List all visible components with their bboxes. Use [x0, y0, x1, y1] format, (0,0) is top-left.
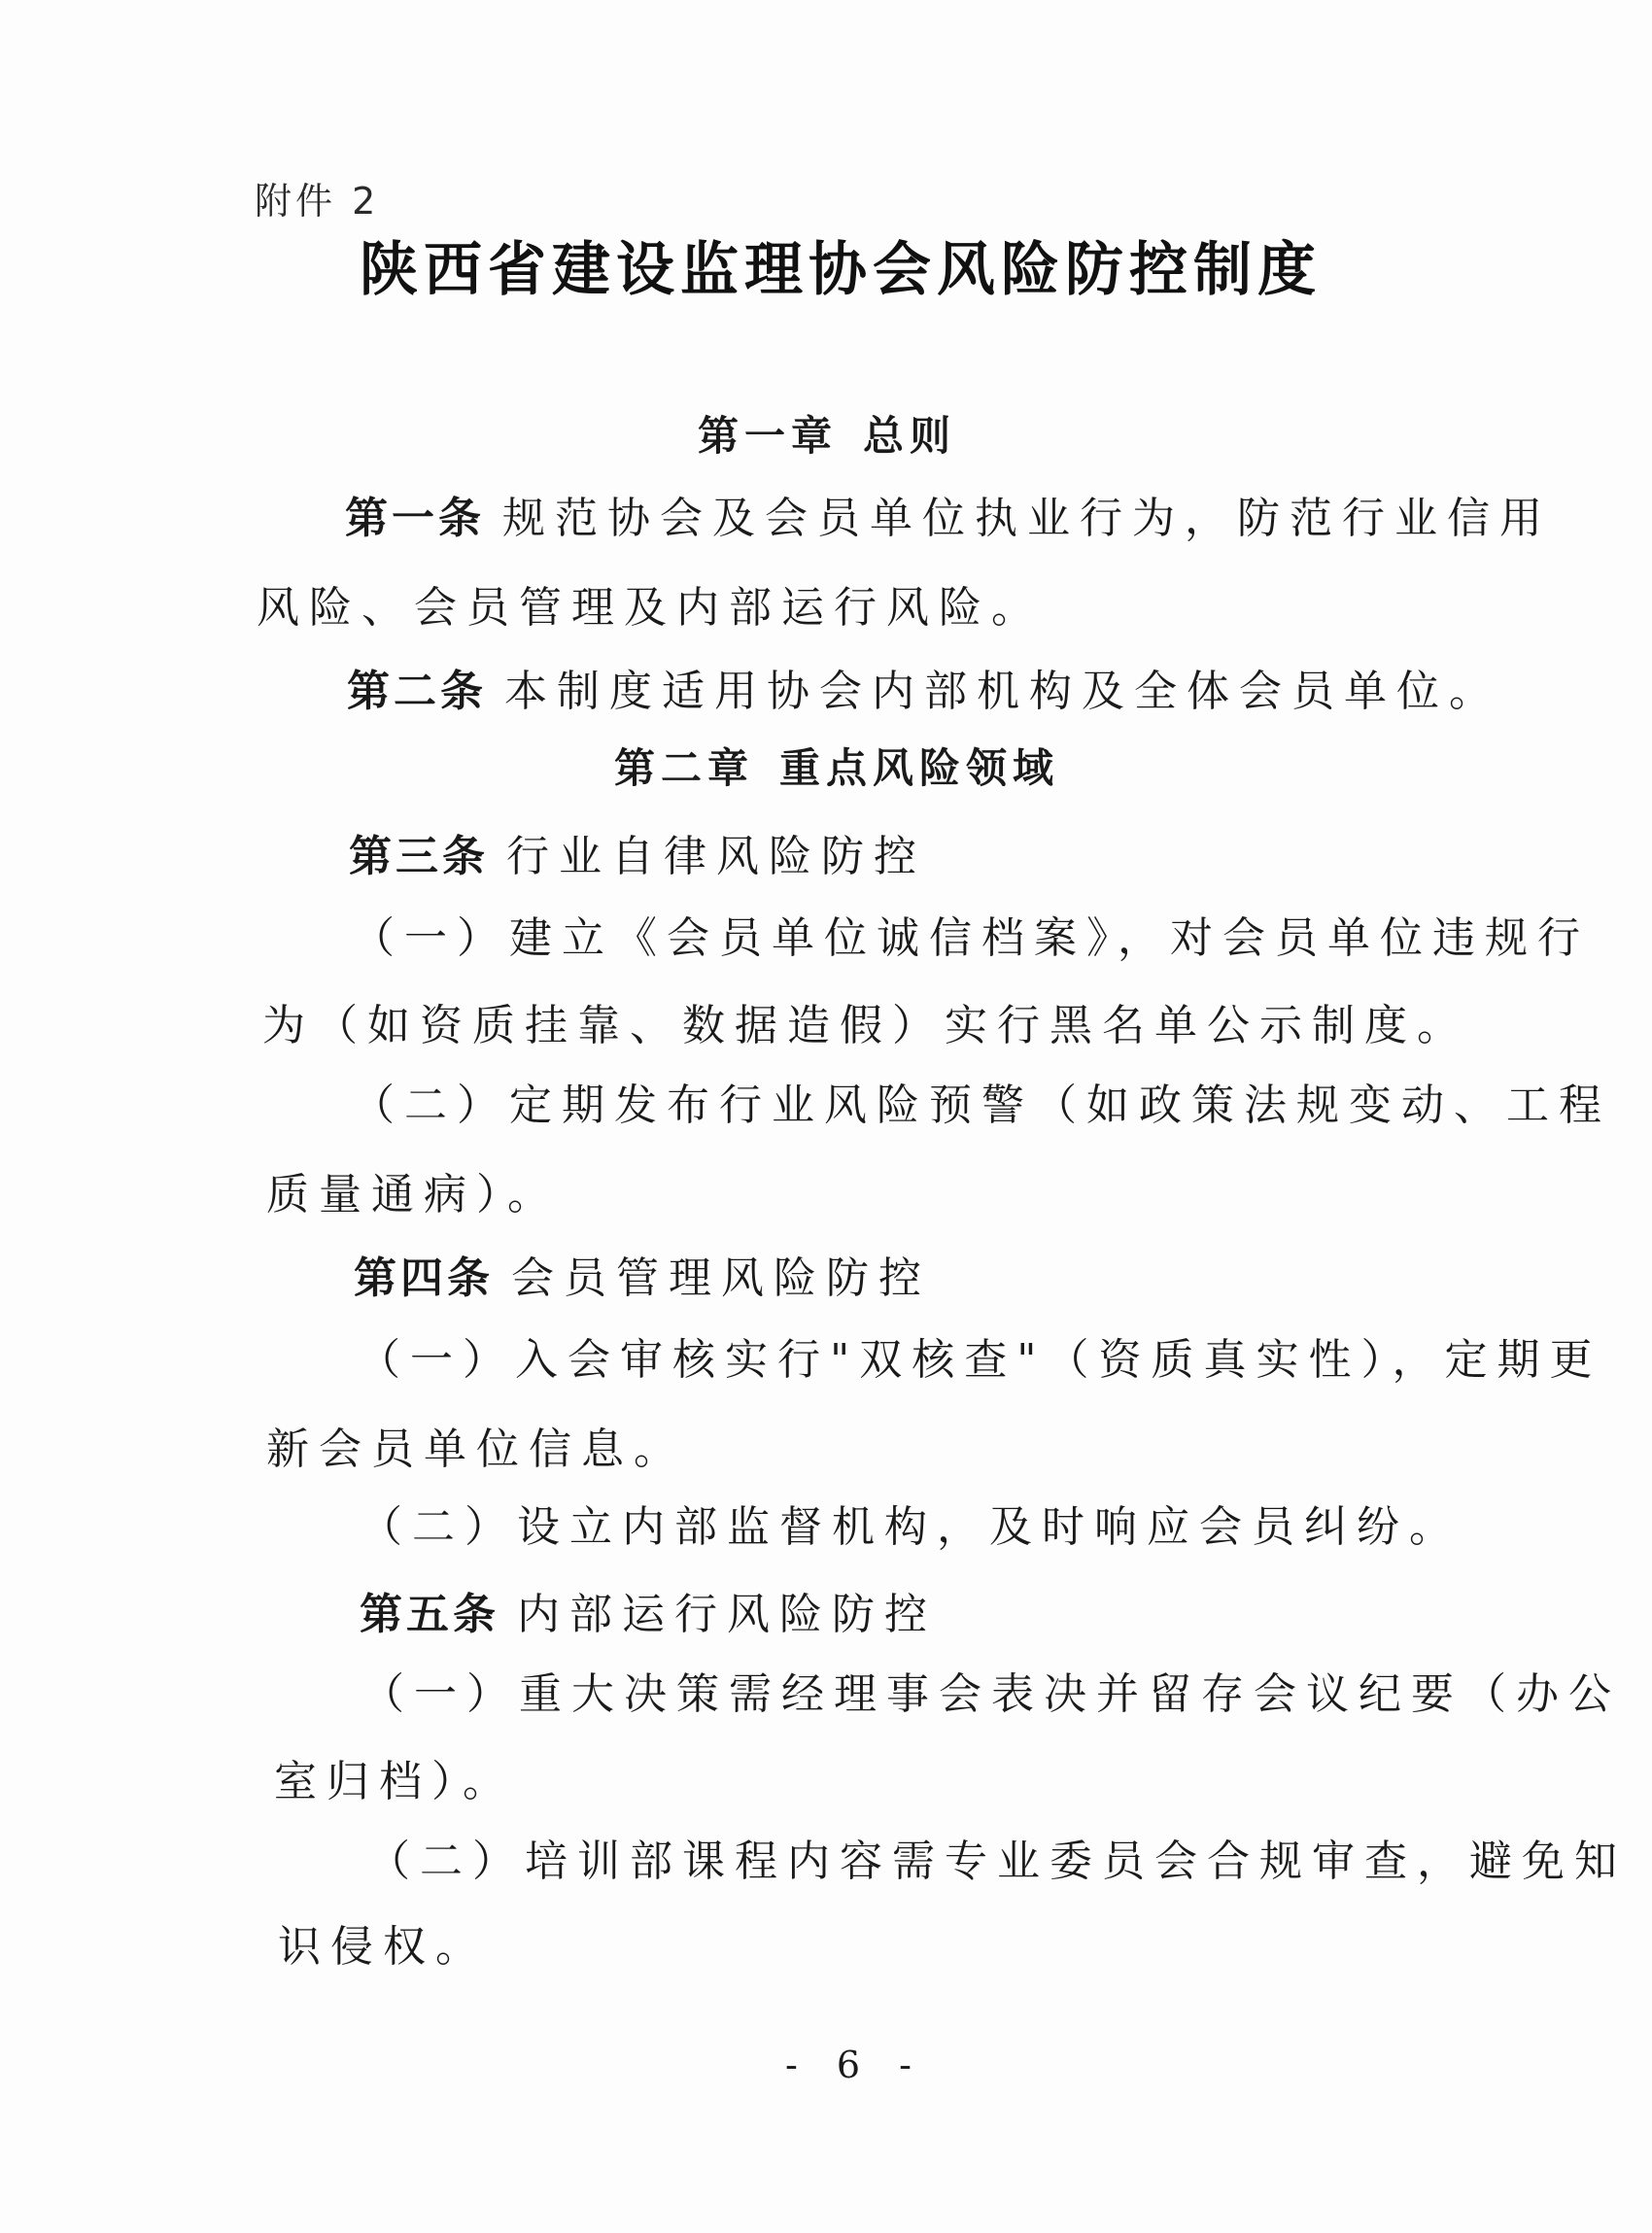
page-number: - 6 -	[785, 2044, 926, 2086]
article-5-text-1: 内部运行风险防控	[517, 1590, 937, 1639]
chapter-2-title: 重点风险领域	[779, 744, 1060, 792]
article-2-line-1	[347, 667, 1501, 716]
article-4-item-2-line-1: （二）设立内部监督机构，及时响应会员纠纷。	[360, 1502, 1462, 1552]
chapter-1-heading	[698, 412, 957, 460]
article-3-item-2-line-2: 质量通病）。	[266, 1170, 560, 1220]
article-4-line-1	[354, 1254, 931, 1303]
article-3-text-1: 行业自律风险防控	[506, 832, 926, 881]
article-4-item-1-line-2: 新会员单位信息。	[266, 1425, 686, 1474]
article-5-item-2-line-2: 识侵权。	[278, 1922, 488, 1972]
document-title: 陕西省建设监理协会风险防控制度	[360, 236, 1322, 304]
article-4-text-1: 会员管理风险防控	[511, 1254, 931, 1303]
article-3-label: 第三条	[349, 832, 489, 881]
article-4-label: 第四条	[354, 1254, 494, 1303]
article-1-text-1: 规范协会及会员单位执业行为，防范行业信用	[502, 494, 1552, 543]
article-3-item-2-line-1: （二）定期发布行业风险预警（如政策法规变动、工程	[352, 1081, 1611, 1130]
article-5-item-2-line-1: （二）培训部课程内容需专业委员会合规审查，避免知	[367, 1837, 1627, 1886]
article-5-line-1	[360, 1590, 937, 1639]
article-5-item-1-line-2: 室归档）。	[274, 1757, 515, 1806]
chapter-1-label: 第一章	[698, 412, 839, 460]
article-3-item-1-line-1: （一）建立《会员单位诚信档案》，对会员单位违规行	[352, 913, 1590, 963]
attachment-label: 附件 2	[255, 180, 380, 223]
chapter-2-heading	[614, 744, 1060, 792]
article-3-line-1	[349, 832, 926, 881]
article-2-text-1: 本制度适用协会内部机构及全体会员单位。	[504, 667, 1501, 716]
article-5-label: 第五条	[360, 1590, 499, 1639]
article-1-line-2: 风险、会员管理及内部运行风险。	[257, 583, 1044, 633]
article-2-label: 第二条	[347, 667, 487, 716]
article-3-item-1-line-2: 为（如资质挂靠、数据造假）实行黑名单公示制度。	[262, 1001, 1469, 1050]
article-5-item-1-line-1: （一）重大决策需经理事会表决并留存会议纪要（办公	[361, 1669, 1621, 1719]
article-1-line-1	[345, 494, 1552, 543]
article-4-item-1-line-1: （一）入会审核实行"双核查"（资质真实性），定期更	[358, 1335, 1602, 1385]
chapter-2-label: 第二章	[614, 744, 755, 792]
article-1-label: 第一条	[345, 494, 485, 543]
chapter-1-title: 总则	[863, 412, 957, 460]
